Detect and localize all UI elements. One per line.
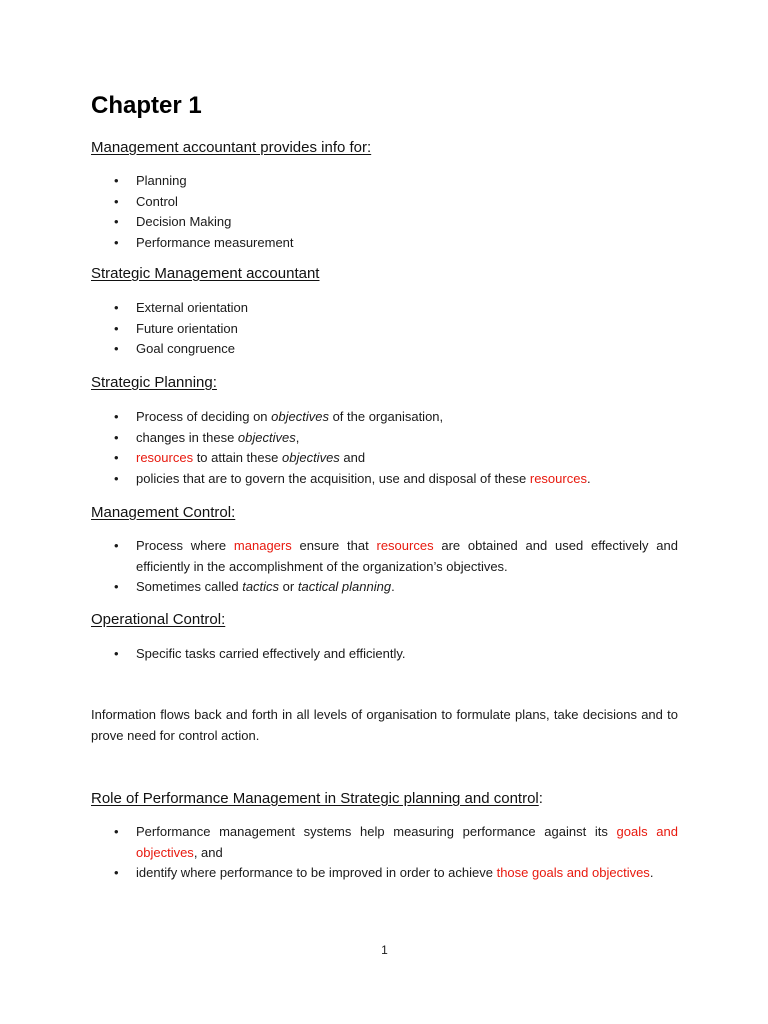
page-number: 1 [381, 943, 388, 957]
heading-management-control: Management Control: [91, 504, 236, 521]
list-item: • resources to attain these objectives and [91, 448, 678, 469]
heading-operational-control: Operational Control: [91, 611, 226, 628]
list-operational-control [91, 644, 678, 665]
heading-strategic-ma: Strategic Management accountant [91, 265, 320, 282]
list-item: • Performance measurement [91, 233, 678, 254]
list-management-control [91, 536, 678, 598]
heading-strategic-planning: Strategic Planning: [91, 374, 217, 391]
list-item: • Specific tasks carried effectively and efficiently. [91, 644, 678, 665]
list-item: • Planning [91, 171, 678, 192]
information-flow-paragraph: Information flows back and forth in all levels of organisation to formulate plans, take decisions and to prove need for control action. [91, 707, 678, 743]
list-info-for [91, 171, 678, 253]
list-strategic-planning [91, 407, 678, 489]
list-item: • Goal congruence [91, 339, 678, 360]
list-strategic-ma [91, 298, 678, 360]
heading-info-for: Management accountant provides info for: [91, 139, 372, 156]
list-item: • policies that are to govern the acquisition, use and disposal of these resources. [91, 469, 678, 490]
list-item: • External orientation [91, 298, 678, 319]
heading-role-performance-management: Role of Performance Management in Strategic planning and control: [91, 790, 543, 807]
document-page [91, 0, 678, 1024]
list-item: • identify where performance to be improved in order to achieve those goals and objectives. [91, 863, 678, 884]
list-item: • Process of deciding on objectives of the organisation, [91, 407, 678, 428]
list-role-performance-management [91, 822, 678, 884]
list-item: • Decision Making [91, 212, 678, 233]
list-item: • Process where managers ensure that resources are obtained and used effectively and efficiently in the accomplishment of the organization’s objectives. [91, 536, 678, 577]
chapter-title: Chapter 1 [91, 92, 202, 119]
list-item: • Sometimes called tactics or tactical planning. [91, 577, 678, 598]
list-item: • Control [91, 192, 678, 213]
list-item: • Future orientation [91, 319, 678, 340]
list-item: • Performance management systems help measuring performance against its goals and objectives, and [91, 822, 678, 863]
list-item: • changes in these objectives, [91, 428, 678, 449]
